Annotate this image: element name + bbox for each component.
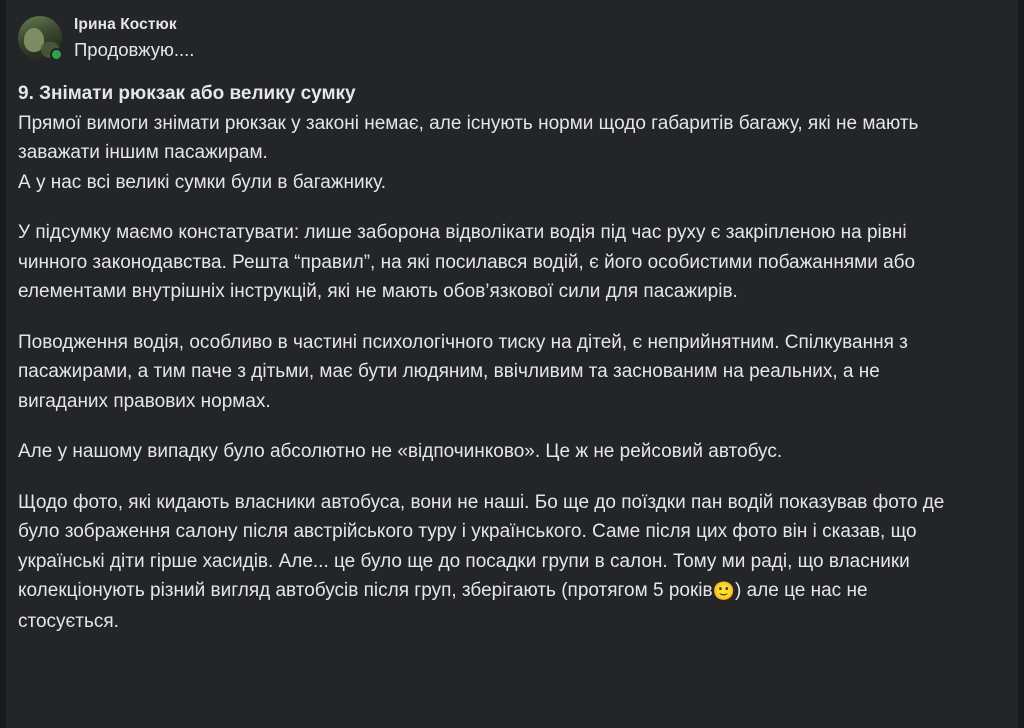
about-photos-text-after: ) але це нас не стосується. — [18, 580, 868, 632]
author-name[interactable]: Ірина Костюк — [74, 16, 177, 33]
page-left-edge — [0, 0, 6, 728]
paragraph-section-9 — [18, 79, 968, 197]
online-status-dot-icon — [50, 48, 63, 61]
post-lead-line: Продовжую.... — [74, 39, 195, 60]
section-9-heading: 9. Знімати рюкзак або велику сумку — [18, 83, 356, 104]
page-right-edge — [1018, 0, 1024, 728]
post-header-text — [74, 14, 194, 63]
post-header — [18, 14, 968, 63]
smile-emoji-icon: 🙂 — [712, 581, 735, 601]
avatar[interactable] — [18, 16, 62, 60]
paragraph-summary: У підсумку маємо констатувати: лише заборона відволікати водія під час руху є закріпленою на рівні чинного законодавства. Решта “правил”, на які посилався водій, є його особистими побажаннями або елементами внутрішніх інструкцій, які не мають обов’язкової сили для пасажирів. — [18, 222, 916, 302]
paragraph-not-a-route-bus: Але у нашому випадку було абсолютно не «відпочинково». Це ж не рейсовий автобус. — [18, 441, 783, 462]
paragraph-about-photos — [18, 488, 968, 637]
section-9-line-1: Прямої вимоги знімати рюкзак у законі немає, але існують норми щодо габаритів багажу, які не мають заважати іншим пасажирам. — [18, 112, 919, 163]
section-9-line-2: А у нас всі великі сумки були в багажнику. — [18, 171, 387, 193]
post-body — [18, 79, 968, 636]
about-photos-text: Щодо фото, які кидають власники автобуса, вони не наші. Бо ще до поїздки пан водій показував фото де було зображення салону після австрійського туру і українського. Саме після цих фото він і сказав, що українські діти гірше хасидів. Але... це було ще до посадки групи в салон. Тому ми раді, що власники колекціонують різний вигляд автобусів після груп, зберігають (протягом 5 років — [18, 491, 945, 601]
paragraph-driver-behaviour: Поводження водія, особливо в частині психологічного тиску на дітей, є неприйнятним. Спілкування з пасажирами, а тим паче з дітьми, має бути людяним, ввічливим та заснованим на реальних, а не вигаданих правових нормах. — [18, 331, 908, 412]
